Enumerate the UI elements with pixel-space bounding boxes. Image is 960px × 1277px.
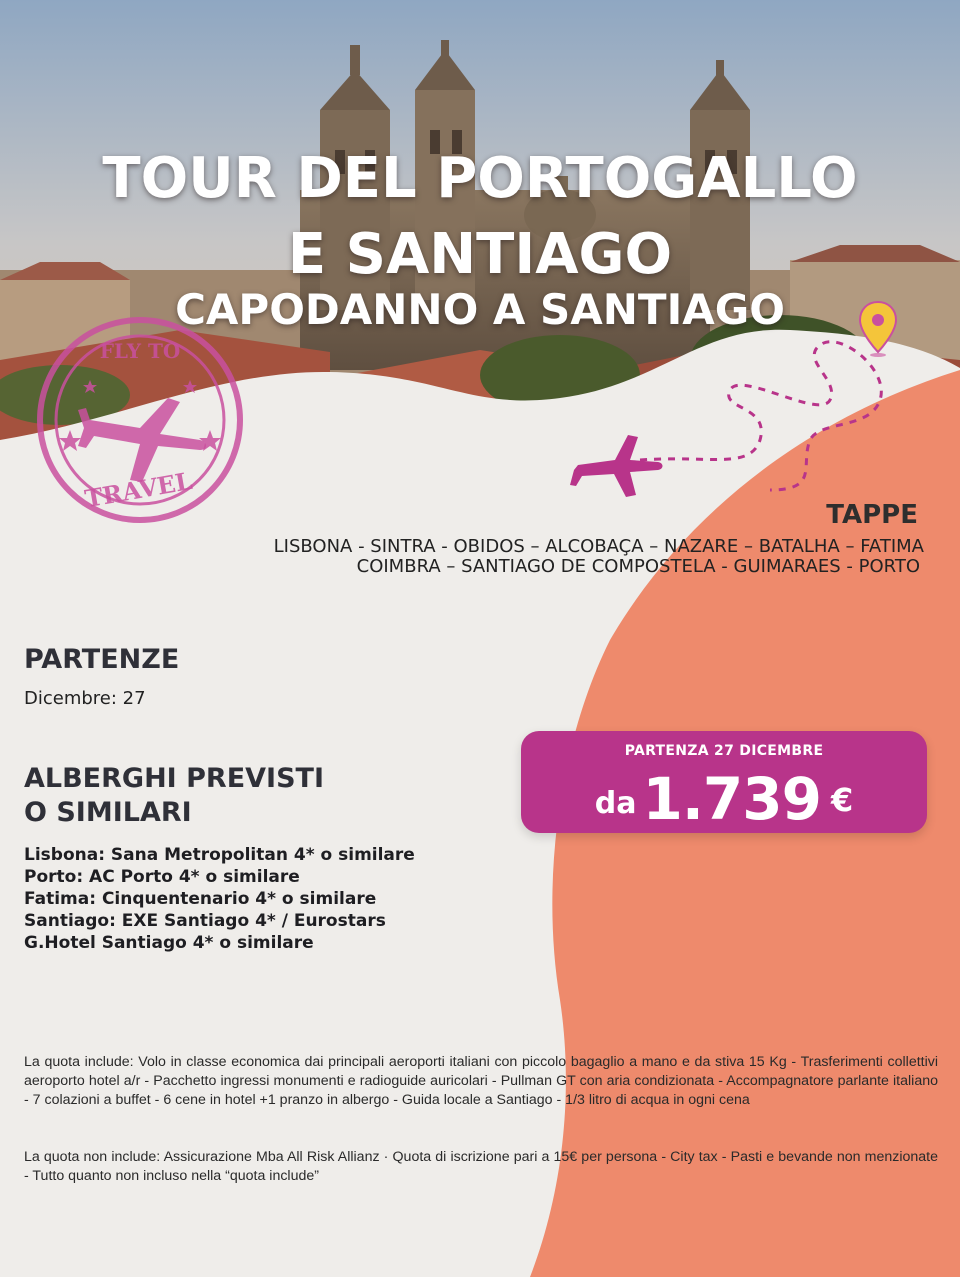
tappe-line-1: LISBONA - SINTRA - OBIDOS – ALCOBAÇA – NAZARE – BATALHA – FATIMA [273,536,924,557]
hotel-item: G.Hotel Santiago 4* o similare [24,933,314,953]
alberghi-heading [24,762,364,830]
alberghi-heading-line-2: O SIMILARI [24,797,192,828]
subtitle-capodanno: CAPODANNO A SANTIAGO [175,285,785,334]
plane-trail-icon [570,290,900,510]
price-prefix: da [594,786,637,821]
hotel-item: Santiago: EXE Santiago 4* / Eurostars [24,911,386,931]
hotel-item: Fatima: Cinquentenario 4* o similare [24,889,377,909]
travel-stamp-icon [30,310,250,530]
title-line-1: TOUR DEL PORTOGALLO [102,146,858,211]
stamp-bottom-text: TRAVEL [82,465,195,514]
price-currency: € [830,781,854,819]
partenze-value: Dicembre: 27 [24,688,146,709]
price-amount: 1.739 [642,765,821,833]
price-box [521,731,927,833]
tappe-line-2: COIMBRA – SANTIAGO DE COMPOSTELA - GUIMARAES - PORTO [356,556,920,577]
partenze-heading: PARTENZE [24,644,180,675]
hotel-item: Porto: AC Porto 4* o similare [24,867,300,887]
alberghi-heading-line-1: ALBERGHI PREVISTI [24,763,324,794]
hotel-list [24,844,415,954]
quota-non-include-text: La quota non include: Assicurazione Mba All Risk Allianz · Quota di iscrizione pari a 15€ per persona - City tax - Pasti e bevande non menzionate - Tutto quanto non incluso nella “quota include” [24,1149,938,1184]
title-line-2: E SANTIAGO [287,222,673,287]
hotel-item: Lisbona: Sana Metropolitan 4* o similare [24,845,415,865]
tappe-heading: TAPPE [826,500,918,530]
stamp-top-text: FLY TO [99,339,181,363]
price-label: PARTENZA 27 DICEMBRE [624,743,824,759]
location-pin-icon [858,300,898,358]
quota-include-text: La quota include: Volo in classe economica dai principali aeroporti italiani con piccolo bagaglio a mano e da stiva 15 Kg - Trasferimenti collettivi aeroporto hotel a/r - Pacchetto ingressi monumenti e radioguide auricolari - Pullman GT con aria condizionata - Accompagnatore parlante italiano - 7 colazioni a buffet - 6 cene in hotel +1 pranzo in albergo - Guida locale a Santiago - 1/3 litro di acqua in ogni cena [24,1054,938,1108]
price-line [521,765,927,833]
